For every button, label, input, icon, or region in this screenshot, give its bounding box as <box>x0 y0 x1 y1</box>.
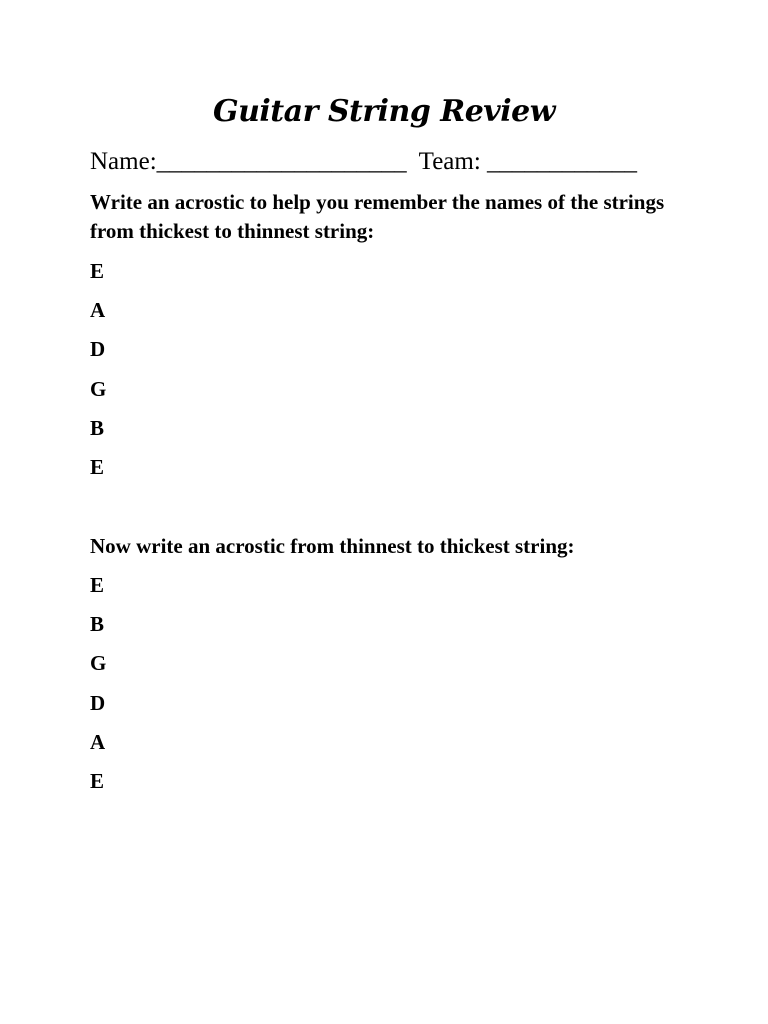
acrostic-letter: D <box>90 690 106 715</box>
acrostic-list-thick-to-thin <box>90 257 106 492</box>
page-title: Guitar String Review <box>212 94 556 129</box>
acrostic-letter: E <box>90 454 105 479</box>
acrostic-list-thin-to-thick <box>90 571 106 806</box>
acrostic-letter: D <box>90 337 106 362</box>
acrostic-letter: G <box>90 651 107 676</box>
name-team-line: Name:____________________ Team: ____________ <box>90 148 638 175</box>
instruction-thin-to-thick: Now write an acrostic from thinnest to thickest string: <box>90 534 575 558</box>
acrostic-letter: A <box>90 298 106 323</box>
acrostic-letter: E <box>90 768 105 793</box>
instruction-thick-to-thin: Write an acrostic to help you remember the names of the strings from thickest to thinnest string: <box>90 190 665 243</box>
acrostic-letter: B <box>90 612 105 637</box>
acrostic-letter: G <box>90 376 107 401</box>
acrostic-letter: E <box>90 573 105 597</box>
acrostic-letter: B <box>90 415 105 440</box>
acrostic-letter: E <box>90 259 105 283</box>
acrostic-letter: A <box>90 729 106 754</box>
